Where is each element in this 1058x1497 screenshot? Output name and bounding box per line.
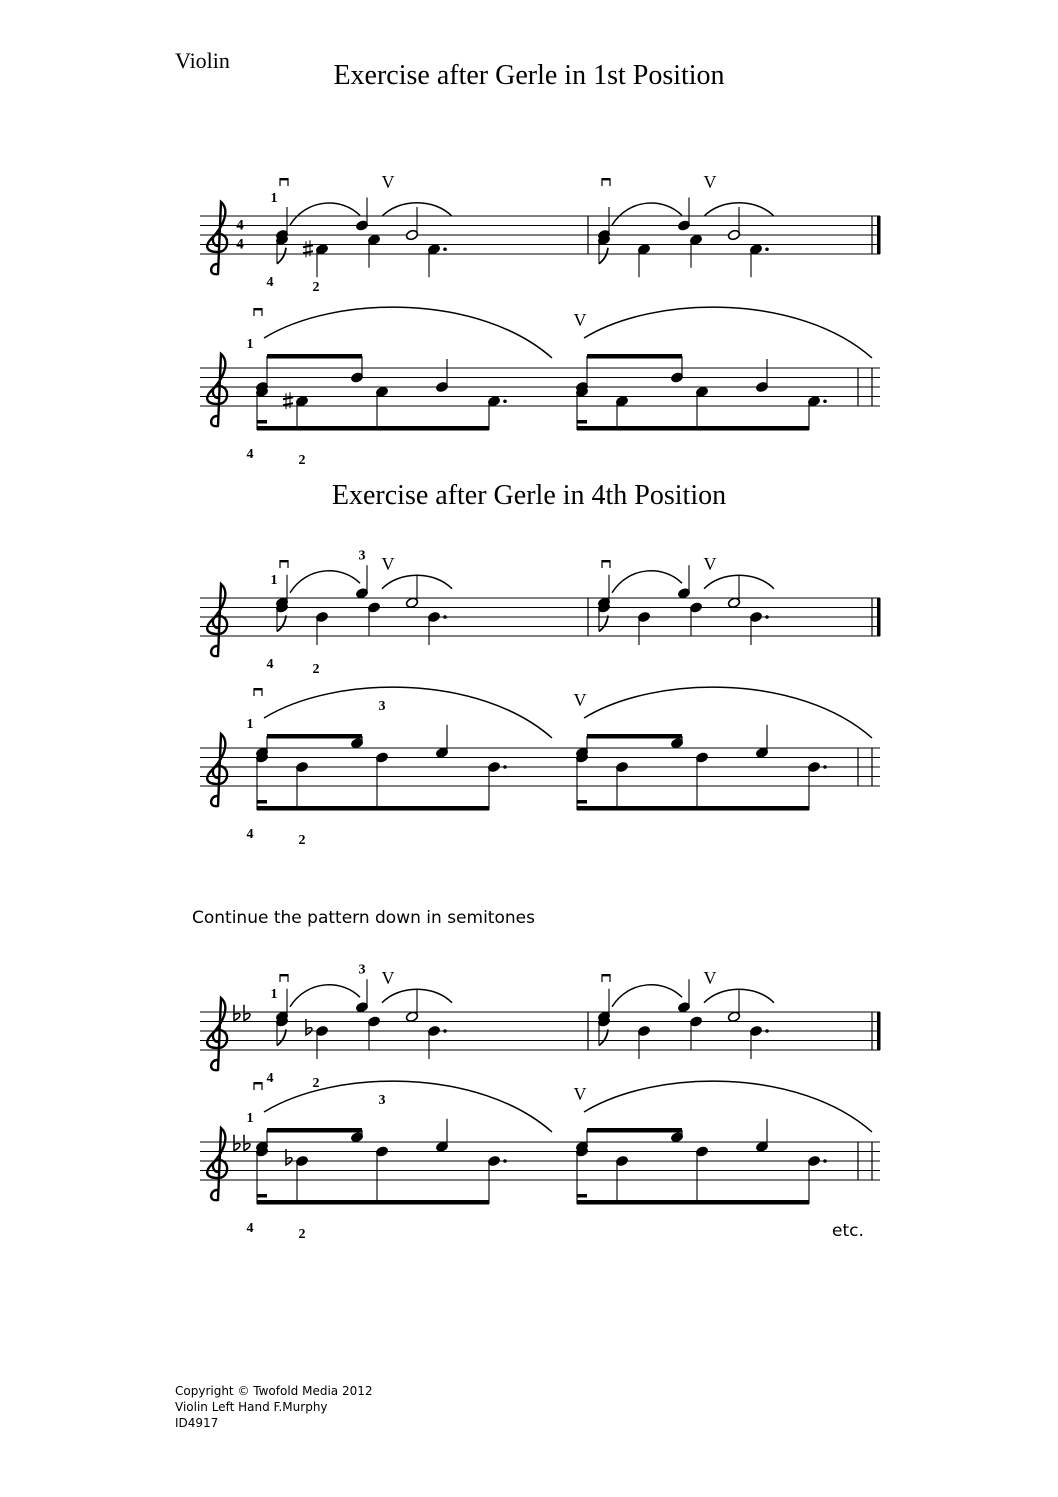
beam <box>267 1128 362 1133</box>
beam <box>267 354 362 359</box>
treble-clef-icon <box>207 354 227 426</box>
instruction-text: Continue the pattern down in semitones <box>192 908 535 928</box>
flat-icon <box>234 1135 240 1151</box>
augmentation-dot <box>443 615 447 619</box>
augmentation-dot <box>443 1029 447 1033</box>
down-bow-icon <box>254 308 262 316</box>
flat-icon <box>244 1005 250 1021</box>
fingering-4: 4 <box>266 275 274 290</box>
beam <box>577 1200 809 1205</box>
augmentation-dot <box>443 247 447 251</box>
fingering-1: 1 <box>270 573 278 588</box>
fingering-4: 4 <box>246 447 254 462</box>
time-signature-denominator: 4 <box>236 236 244 253</box>
fingering-1: 1 <box>246 337 254 352</box>
augmentation-dot <box>503 1159 507 1163</box>
down-bow-icon <box>254 688 262 696</box>
footer-id: ID4917 <box>175 1416 219 1430</box>
footer-copyright: Copyright © Twofold Media 2012 <box>175 1384 373 1398</box>
beam <box>257 426 489 431</box>
fingering-3: 3 <box>358 962 366 978</box>
down-bow-icon <box>602 974 610 982</box>
fingering-2: 2 <box>298 833 306 848</box>
beam <box>577 420 587 424</box>
flat-icon <box>234 1005 240 1021</box>
beam <box>587 354 682 359</box>
slur <box>290 203 360 225</box>
fingering-2: 2 <box>312 662 320 677</box>
fingering-4: 4 <box>246 827 254 842</box>
beam <box>587 734 682 739</box>
note-flag <box>277 248 286 264</box>
slur <box>264 307 552 358</box>
final-barline <box>877 598 881 636</box>
up-bow-icon: V <box>703 172 717 192</box>
treble-clef-icon <box>207 202 227 274</box>
augmentation-dot <box>823 399 827 403</box>
fingering-1: 1 <box>246 1111 254 1126</box>
augmentation-dot <box>503 765 507 769</box>
sharp-icon <box>283 392 293 409</box>
fingering-1: 1 <box>270 987 278 1002</box>
down-bow-icon <box>280 560 288 568</box>
treble-clef-icon <box>207 1128 227 1200</box>
title-4th-position: Exercise after Gerle in 4th Position <box>331 480 727 511</box>
up-bow-icon: V <box>573 310 587 330</box>
slur <box>612 571 682 593</box>
down-bow-icon <box>602 560 610 568</box>
fingering-2: 2 <box>298 453 306 468</box>
etc-label: etc. <box>832 1221 864 1241</box>
augmentation-dot <box>823 1159 827 1163</box>
down-bow-icon <box>602 178 610 186</box>
beam <box>577 1194 587 1198</box>
treble-clef-icon <box>207 998 227 1070</box>
note-flag <box>599 616 608 632</box>
time-signature-numerator: 4 <box>236 217 244 234</box>
up-bow-icon: V <box>573 690 587 710</box>
instrument-label: Violin <box>175 48 230 73</box>
fingering-2: 2 <box>312 1076 320 1091</box>
augmentation-dot <box>503 399 507 403</box>
treble-clef-icon <box>207 734 227 806</box>
beam <box>577 806 809 811</box>
augmentation-dot <box>765 615 769 619</box>
slur <box>584 307 872 358</box>
footer-book: Violin Left Hand F.Murphy <box>175 1400 328 1414</box>
title-1st-position: Exercise after Gerle in 1st Position <box>333 60 725 91</box>
beam <box>257 1200 489 1205</box>
fingering-1: 1 <box>270 191 278 206</box>
slur <box>290 985 360 1007</box>
beam <box>257 1194 267 1198</box>
up-bow-icon: V <box>703 968 717 988</box>
final-barline <box>877 216 881 254</box>
slur <box>264 687 552 738</box>
final-barline <box>877 1012 881 1050</box>
fingering-1: 1 <box>246 717 254 732</box>
fingering-3: 3 <box>378 1093 386 1108</box>
beam <box>577 426 809 431</box>
slur <box>584 1081 872 1132</box>
slur <box>264 1081 552 1132</box>
beam <box>257 420 267 424</box>
down-bow-icon <box>280 178 288 186</box>
slur <box>584 687 872 738</box>
augmentation-dot <box>765 247 769 251</box>
note-flag <box>277 1030 286 1046</box>
slur <box>612 203 682 225</box>
treble-clef-icon <box>207 584 227 656</box>
note-flag <box>277 616 286 632</box>
up-bow-icon: V <box>381 172 395 192</box>
augmentation-dot <box>765 1029 769 1033</box>
up-bow-icon: V <box>381 554 395 574</box>
flat-icon <box>244 1135 250 1151</box>
sharp-icon <box>303 240 313 257</box>
up-bow-icon: V <box>381 968 395 988</box>
beam <box>257 800 267 804</box>
beam <box>267 734 362 739</box>
fingering-4: 4 <box>266 657 274 672</box>
beam <box>257 806 489 811</box>
fingering-4: 4 <box>246 1221 254 1236</box>
beam <box>577 800 587 804</box>
up-bow-icon: V <box>703 554 717 574</box>
up-bow-icon: V <box>573 1084 587 1104</box>
down-bow-icon <box>280 974 288 982</box>
fingering-3: 3 <box>378 699 386 714</box>
fingering-3: 3 <box>358 548 366 564</box>
fingering-2: 2 <box>298 1227 306 1242</box>
fingering-4: 4 <box>266 1071 274 1086</box>
down-bow-icon <box>254 1082 262 1090</box>
slur <box>290 571 360 593</box>
slur <box>612 985 682 1007</box>
fingering-2: 2 <box>312 280 320 295</box>
note-flag <box>599 1030 608 1046</box>
note-flag <box>599 248 608 264</box>
beam <box>587 1128 682 1133</box>
augmentation-dot <box>823 765 827 769</box>
